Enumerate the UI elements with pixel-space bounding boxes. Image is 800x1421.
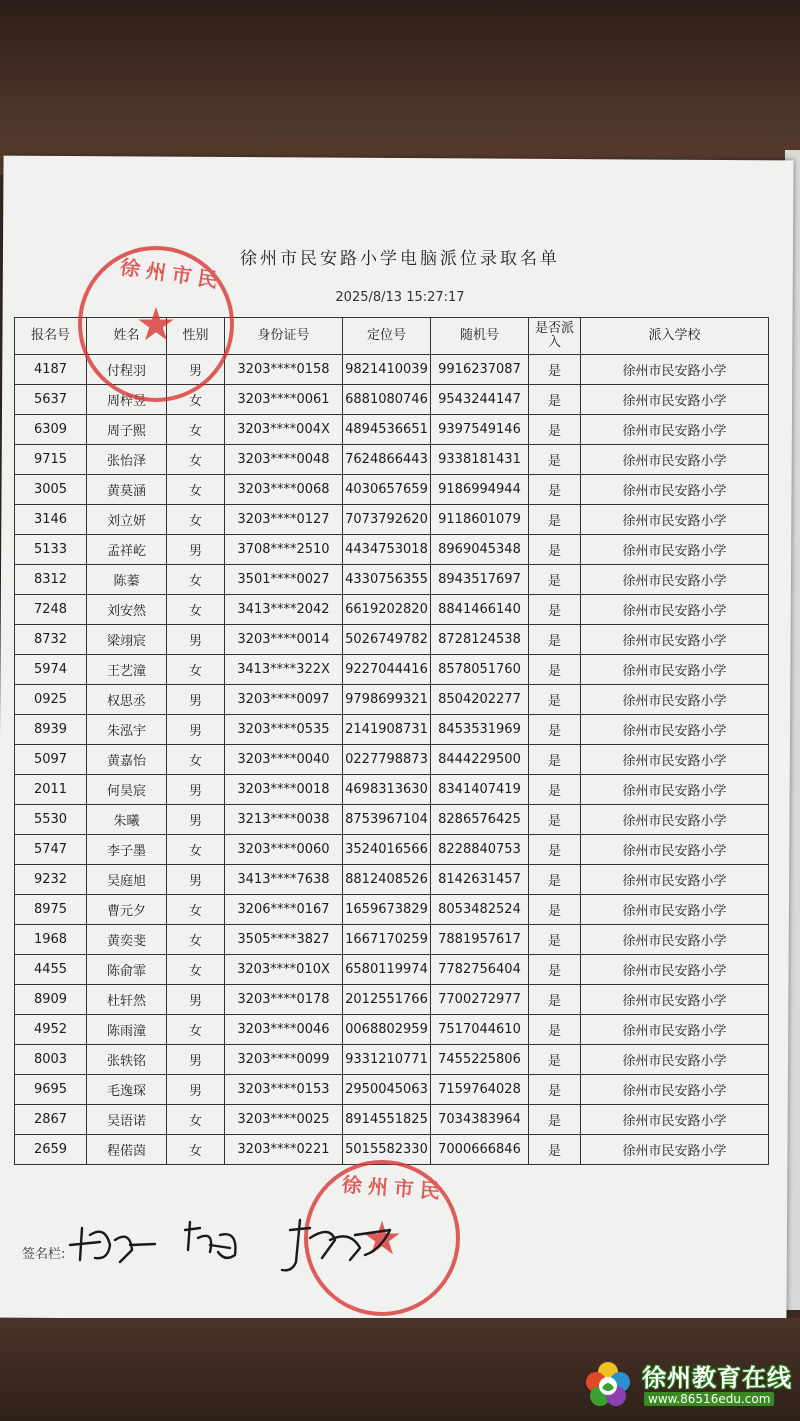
table-cell: 女 <box>167 415 225 445</box>
table-cell: 8909 <box>15 985 87 1015</box>
table-cell: 是 <box>529 415 581 445</box>
table-cell: 徐州市民安路小学 <box>581 475 769 505</box>
table-cell: 3524016566 <box>343 835 431 865</box>
table-cell: 杜轩然 <box>87 985 167 1015</box>
table-row <box>15 895 769 925</box>
table-cell: 是 <box>529 1105 581 1135</box>
table-cell: 5097 <box>15 745 87 775</box>
table-cell: 4030657659 <box>343 475 431 505</box>
table-cell: 1659673829 <box>343 895 431 925</box>
table-row <box>15 625 769 655</box>
table-cell: 男 <box>167 355 225 385</box>
table-cell: 3203****0158 <box>225 355 343 385</box>
table-cell: 张怡泽 <box>87 445 167 475</box>
table-row <box>15 505 769 535</box>
table-cell: 女 <box>167 955 225 985</box>
table-cell: 陈雨潼 <box>87 1015 167 1045</box>
table-cell: 女 <box>167 835 225 865</box>
table-cell: 女 <box>167 1105 225 1135</box>
table-cell: 女 <box>167 895 225 925</box>
table-cell: 黄奕斐 <box>87 925 167 955</box>
table-cell: 7034383964 <box>431 1105 529 1135</box>
table-cell: 8142631457 <box>431 865 529 895</box>
seal-text: 徐州市民 <box>341 1172 447 1204</box>
table-cell: 是 <box>529 985 581 1015</box>
table-cell: 8504202277 <box>431 685 529 715</box>
table-cell: 3505****3827 <box>225 925 343 955</box>
table-cell: 徐州市民安路小学 <box>581 985 769 1015</box>
table-cell: 8969045348 <box>431 535 529 565</box>
table-cell: 曹元夕 <box>87 895 167 925</box>
table-cell: 1667170259 <box>343 925 431 955</box>
table-cell: 0227798873 <box>343 745 431 775</box>
table-cell: 7073792620 <box>343 505 431 535</box>
table-cell: 3203****0061 <box>225 385 343 415</box>
table-cell: 是 <box>529 685 581 715</box>
table-cell: 5974 <box>15 655 87 685</box>
table-cell: 5015582330 <box>343 1135 431 1165</box>
site-watermark <box>582 1358 792 1410</box>
table-cell: 8939 <box>15 715 87 745</box>
table-cell: 男 <box>167 985 225 1015</box>
column-header: 派入学校 <box>581 318 769 355</box>
seal-star-icon: ★ <box>361 1211 403 1265</box>
watermark-title: 徐州教育在线 <box>642 1364 792 1392</box>
table-cell: 6881080746 <box>343 385 431 415</box>
table-cell: 女 <box>167 745 225 775</box>
background-top <box>0 0 800 175</box>
column-header: 随机号 <box>431 318 529 355</box>
table-cell: 7881957617 <box>431 925 529 955</box>
table-cell: 3203****004X <box>225 415 343 445</box>
table-cell: 徐州市民安路小学 <box>581 385 769 415</box>
table-cell: 2011 <box>15 775 87 805</box>
table-cell: 徐州市民安路小学 <box>581 925 769 955</box>
table-cell: 男 <box>167 1075 225 1105</box>
table-cell: 9543244147 <box>431 385 529 415</box>
table-cell: 是 <box>529 805 581 835</box>
table-row <box>15 445 769 475</box>
table-cell: 3203****0040 <box>225 745 343 775</box>
table-cell: 吴语诺 <box>87 1105 167 1135</box>
table-cell: 是 <box>529 1135 581 1165</box>
table-cell: 徐州市民安路小学 <box>581 1045 769 1075</box>
table-cell: 7517044610 <box>431 1015 529 1045</box>
table-row <box>15 745 769 775</box>
table-cell: 3203****0014 <box>225 625 343 655</box>
table-row <box>15 655 769 685</box>
seal-star-icon: ★ <box>135 297 177 351</box>
table-cell: 7700272977 <box>431 985 529 1015</box>
table-cell: 7782756404 <box>431 955 529 985</box>
table-cell: 9232 <box>15 865 87 895</box>
table-cell: 3146 <box>15 505 87 535</box>
table-cell: 4952 <box>15 1015 87 1045</box>
table-cell: 男 <box>167 685 225 715</box>
table-cell: 是 <box>529 1015 581 1045</box>
table-cell: 5133 <box>15 535 87 565</box>
table-cell: 4330756355 <box>343 565 431 595</box>
table-cell: 7624866443 <box>343 445 431 475</box>
table-cell: 是 <box>529 655 581 685</box>
table-cell: 2141908731 <box>343 715 431 745</box>
table-cell: 8228840753 <box>431 835 529 865</box>
table-cell: 徐州市民安路小学 <box>581 835 769 865</box>
table-cell: 朱曦 <box>87 805 167 835</box>
table-cell: 3413****2042 <box>225 595 343 625</box>
table-cell: 8453531969 <box>431 715 529 745</box>
column-header: 性别 <box>167 318 225 355</box>
table-cell: 6580119974 <box>343 955 431 985</box>
table-cell: 徐州市民安路小学 <box>581 1135 769 1165</box>
column-header: 身份证号 <box>225 318 343 355</box>
table-cell: 女 <box>167 1135 225 1165</box>
table-cell: 吴庭旭 <box>87 865 167 895</box>
table-cell: 女 <box>167 475 225 505</box>
table-cell: 女 <box>167 445 225 475</box>
table-cell: 9118601079 <box>431 505 529 535</box>
table-cell: 6619202820 <box>343 595 431 625</box>
table-cell: 3213****0038 <box>225 805 343 835</box>
table-cell: 是 <box>529 445 581 475</box>
table-cell: 3203****0127 <box>225 505 343 535</box>
table-cell: 9397549146 <box>431 415 529 445</box>
table-cell: 3203****0048 <box>225 445 343 475</box>
table-cell: 4434753018 <box>343 535 431 565</box>
table-cell: 3413****322X <box>225 655 343 685</box>
table-body <box>15 355 769 1165</box>
table-cell: 3203****0060 <box>225 835 343 865</box>
table-cell: 黄嘉怡 <box>87 745 167 775</box>
table-cell: 是 <box>529 385 581 415</box>
table-cell: 女 <box>167 565 225 595</box>
table-cell: 周梓昱 <box>87 385 167 415</box>
table-cell: 徐州市民安路小学 <box>581 805 769 835</box>
table-cell: 徐州市民安路小学 <box>581 775 769 805</box>
table-cell: 毛逸琛 <box>87 1075 167 1105</box>
table-cell: 9338181431 <box>431 445 529 475</box>
table-cell: 权思丞 <box>87 685 167 715</box>
table-cell: 4894536651 <box>343 415 431 445</box>
table-cell: 李子墨 <box>87 835 167 865</box>
table-cell: 刘立妍 <box>87 505 167 535</box>
table-cell: 9186994944 <box>431 475 529 505</box>
table-row <box>15 835 769 865</box>
table-cell: 陈俞霏 <box>87 955 167 985</box>
table-cell: 男 <box>167 625 225 655</box>
table-cell: 何昊宸 <box>87 775 167 805</box>
table-cell: 是 <box>529 475 581 505</box>
table-cell: 女 <box>167 655 225 685</box>
table-cell: 朱泓宇 <box>87 715 167 745</box>
table-cell: 梁翊宸 <box>87 625 167 655</box>
table-cell: 8975 <box>15 895 87 925</box>
table-cell: 3203****0221 <box>225 1135 343 1165</box>
table-cell: 是 <box>529 865 581 895</box>
table-cell: 男 <box>167 715 225 745</box>
table-cell: 是 <box>529 715 581 745</box>
table-row <box>15 595 769 625</box>
table-cell: 徐州市民安路小学 <box>581 955 769 985</box>
table-row <box>15 1045 769 1075</box>
table-row <box>15 955 769 985</box>
table-cell: 是 <box>529 505 581 535</box>
table-cell: 刘安然 <box>87 595 167 625</box>
table-row <box>15 1075 769 1105</box>
table-cell: 徐州市民安路小学 <box>581 655 769 685</box>
table-cell: 3203****010X <box>225 955 343 985</box>
table-cell: 3206****0167 <box>225 895 343 925</box>
table-row <box>15 535 769 565</box>
table-cell: 8812408526 <box>343 865 431 895</box>
table-cell: 3203****0046 <box>225 1015 343 1045</box>
table-cell: 徐州市民安路小学 <box>581 415 769 445</box>
table-cell: 2867 <box>15 1105 87 1135</box>
table-cell: 5530 <box>15 805 87 835</box>
table-row <box>15 865 769 895</box>
table-cell: 2012551766 <box>343 985 431 1015</box>
table-cell: 8341407419 <box>431 775 529 805</box>
table-cell: 王艺潼 <box>87 655 167 685</box>
column-header: 定位号 <box>343 318 431 355</box>
table-cell: 0068802959 <box>343 1015 431 1045</box>
table-cell: 女 <box>167 1015 225 1045</box>
table-cell: 徐州市民安路小学 <box>581 1015 769 1045</box>
table-cell: 4698313630 <box>343 775 431 805</box>
table-cell: 陈蓁 <box>87 565 167 595</box>
table-cell: 8578051760 <box>431 655 529 685</box>
table-cell: 徐州市民安路小学 <box>581 535 769 565</box>
table-cell: 是 <box>529 355 581 385</box>
column-header: 姓名 <box>87 318 167 355</box>
table-cell: 8753967104 <box>343 805 431 835</box>
table-cell: 女 <box>167 595 225 625</box>
table-cell: 7000666846 <box>431 1135 529 1165</box>
table-cell: 是 <box>529 775 581 805</box>
table-cell: 1968 <box>15 925 87 955</box>
table-cell: 8914551825 <box>343 1105 431 1135</box>
table-cell: 徐州市民安路小学 <box>581 445 769 475</box>
table-cell: 付程羽 <box>87 355 167 385</box>
table-cell: 0925 <box>15 685 87 715</box>
table-cell: 7455225806 <box>431 1045 529 1075</box>
table-cell: 是 <box>529 895 581 925</box>
handwritten-signatures <box>60 1200 420 1280</box>
table-cell: 男 <box>167 775 225 805</box>
table-cell: 6309 <box>15 415 87 445</box>
admission-table <box>14 317 769 1165</box>
table-cell: 9715 <box>15 445 87 475</box>
table-cell: 男 <box>167 1045 225 1075</box>
table-cell: 3005 <box>15 475 87 505</box>
table-cell: 是 <box>529 535 581 565</box>
table-cell: 3413****7638 <box>225 865 343 895</box>
document-timestamp: 2025/8/13 15:27:17 <box>335 290 465 305</box>
table-cell: 2659 <box>15 1135 87 1165</box>
table-cell: 3708****2510 <box>225 535 343 565</box>
table-cell: 9695 <box>15 1075 87 1105</box>
table-cell: 徐州市民安路小学 <box>581 745 769 775</box>
table-cell: 徐州市民安路小学 <box>581 1105 769 1135</box>
table-cell: 3203****0535 <box>225 715 343 745</box>
table-row <box>15 805 769 835</box>
table-cell: 9227044416 <box>343 655 431 685</box>
table-cell: 9821410039 <box>343 355 431 385</box>
official-seal-top <box>78 246 234 402</box>
table-cell: 3203****0099 <box>225 1045 343 1075</box>
table-cell: 8444229500 <box>431 745 529 775</box>
table-cell: 张轶铭 <box>87 1045 167 1075</box>
table-cell: 徐州市民安路小学 <box>581 595 769 625</box>
table-cell: 孟祥屹 <box>87 535 167 565</box>
table-cell: 女 <box>167 505 225 535</box>
table-row <box>15 685 769 715</box>
table-row <box>15 925 769 955</box>
table-cell: 3203****0097 <box>225 685 343 715</box>
table-cell: 9331210771 <box>343 1045 431 1075</box>
table-cell: 徐州市民安路小学 <box>581 565 769 595</box>
table-cell: 徐州市民安路小学 <box>581 895 769 925</box>
table-cell: 是 <box>529 625 581 655</box>
table-row <box>15 475 769 505</box>
table-cell: 5637 <box>15 385 87 415</box>
seal-text: 徐州市民 <box>118 254 225 294</box>
table-cell: 程偌茵 <box>87 1135 167 1165</box>
column-header: 是否派入 <box>529 318 581 355</box>
table-cell: 是 <box>529 835 581 865</box>
table-cell: 3203****0153 <box>225 1075 343 1105</box>
table-cell: 3203****0018 <box>225 775 343 805</box>
table-cell: 徐州市民安路小学 <box>581 865 769 895</box>
table-cell: 8003 <box>15 1045 87 1075</box>
table-cell: 3203****0068 <box>225 475 343 505</box>
table-cell: 2950045063 <box>343 1075 431 1105</box>
table-cell: 8312 <box>15 565 87 595</box>
table-row <box>15 715 769 745</box>
table-row <box>15 565 769 595</box>
signature-label: 签名栏: <box>22 1247 66 1262</box>
table-cell: 7159764028 <box>431 1075 529 1105</box>
table-cell: 5747 <box>15 835 87 865</box>
table-row <box>15 415 769 445</box>
column-header: 报名号 <box>15 318 87 355</box>
table-cell: 徐州市民安路小学 <box>581 1075 769 1105</box>
table-cell: 是 <box>529 1075 581 1105</box>
table-cell: 4455 <box>15 955 87 985</box>
table-row <box>15 1015 769 1045</box>
table-row <box>15 775 769 805</box>
table-cell: 3501****0027 <box>225 565 343 595</box>
flower-logo-icon <box>582 1358 634 1410</box>
table-cell: 是 <box>529 595 581 625</box>
table-cell: 周子熙 <box>87 415 167 445</box>
table-cell: 男 <box>167 535 225 565</box>
document-title: 徐州市民安路小学电脑派位录取名单 <box>240 249 560 269</box>
table-cell: 徐州市民安路小学 <box>581 685 769 715</box>
table-cell: 是 <box>529 745 581 775</box>
watermark-url: www.86516edu.com <box>644 1392 774 1406</box>
table-cell: 是 <box>529 1045 581 1075</box>
table-cell: 8943517697 <box>431 565 529 595</box>
table-cell: 是 <box>529 925 581 955</box>
table-cell: 8053482524 <box>431 895 529 925</box>
table-cell: 7248 <box>15 595 87 625</box>
table-cell: 男 <box>167 805 225 835</box>
table-cell: 是 <box>529 565 581 595</box>
table-cell: 5026749782 <box>343 625 431 655</box>
table-row <box>15 1105 769 1135</box>
table-cell: 黄莫涵 <box>87 475 167 505</box>
table-cell: 8732 <box>15 625 87 655</box>
table-cell: 8286576425 <box>431 805 529 835</box>
table-cell: 9916237087 <box>431 355 529 385</box>
table-cell: 女 <box>167 385 225 415</box>
table-cell: 徐州市民安路小学 <box>581 505 769 535</box>
table-cell: 徐州市民安路小学 <box>581 625 769 655</box>
table-row <box>15 985 769 1015</box>
table-cell: 3203****0178 <box>225 985 343 1015</box>
table-cell: 徐州市民安路小学 <box>581 715 769 745</box>
table-cell: 9798699321 <box>343 685 431 715</box>
table-cell: 女 <box>167 925 225 955</box>
table-cell: 男 <box>167 865 225 895</box>
table-cell: 4187 <box>15 355 87 385</box>
table-cell: 徐州市民安路小学 <box>581 355 769 385</box>
table-cell: 3203****0025 <box>225 1105 343 1135</box>
table-cell: 8728124538 <box>431 625 529 655</box>
table-cell: 8841466140 <box>431 595 529 625</box>
table-cell: 是 <box>529 955 581 985</box>
